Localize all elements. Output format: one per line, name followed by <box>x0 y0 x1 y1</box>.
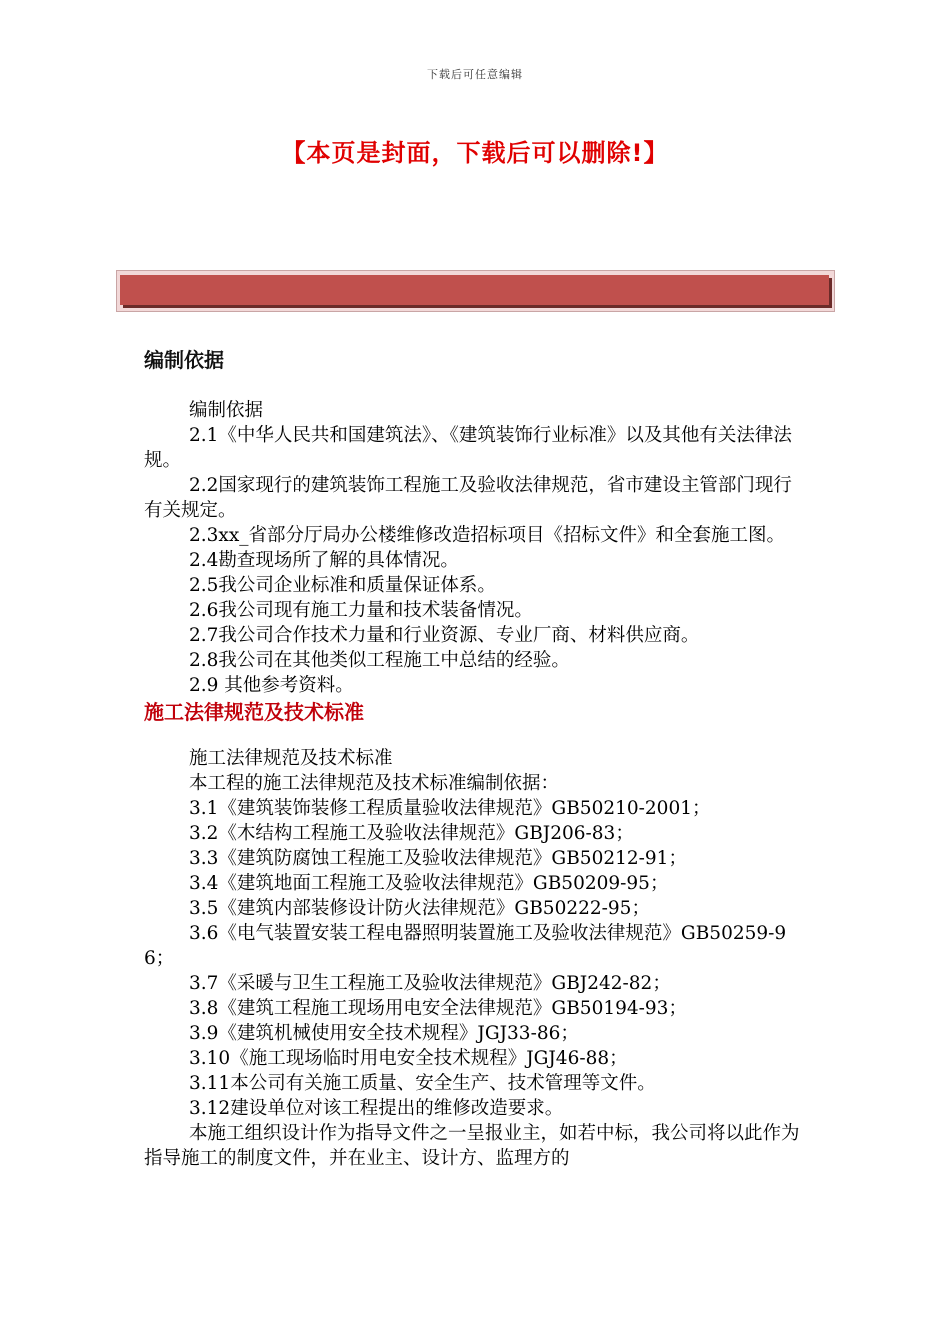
paragraph: 2.7我公司合作技术力量和行业资源、专业厂商、材料供应商。 <box>189 625 700 646</box>
section-standards <box>144 746 809 1171</box>
paragraph: 3.11本公司有关施工质量、安全生产、技术管理等文件。 <box>189 1073 656 1094</box>
header-note: 下载后可任意编辑 <box>427 68 523 81</box>
paragraph: 施工法律规范及技术标准 <box>189 748 393 769</box>
paragraph: 2.8我公司在其他类似工程施工中总结的经验。 <box>189 650 570 671</box>
section-title-standards: 施工法律规范及技术标准 <box>144 700 364 724</box>
decorative-banner <box>120 275 829 305</box>
paragraph: 2.5我公司企业标准和质量保证体系。 <box>189 575 496 596</box>
paragraph: 3.9《建筑机械使用安全技术规程》JGJ33-86； <box>189 1023 579 1044</box>
paragraph: 2.4勘查现场所了解的具体情况。 <box>189 550 459 571</box>
paragraph: 2.9 其他参考资料。 <box>189 675 354 696</box>
paragraph: 3.2《木结构工程施工及验收法律规范》GBJ206-83； <box>189 823 634 844</box>
paragraph: 本施工组织设计作为指导文件之一呈报业主，如若中标，我公司将以此作为指导施工的制度文件，并在业主、设计方、监理方的 <box>144 1123 800 1169</box>
paragraph: 3.5《建筑内部装修设计防火法律规范》GB50222-95； <box>189 898 650 919</box>
cover-notice: 【本页是封面，下载后可以删除!】 <box>281 139 669 167</box>
paragraph: 3.10《施工现场临时用电安全技术规程》JGJ46-88； <box>189 1048 628 1069</box>
paragraph: 3.8《建筑工程施工现场用电安全法律规范》GB50194-93； <box>189 998 687 1019</box>
section-basis <box>144 398 809 698</box>
paragraph: 3.12建设单位对该工程提出的维修改造要求。 <box>189 1098 564 1119</box>
paragraph: 3.4《建筑地面工程施工及验收法律规范》GB50209-95； <box>189 873 669 894</box>
document-body <box>144 346 809 1171</box>
section-title-basis: 编制依据 <box>144 348 224 372</box>
paragraph: 3.3《建筑防腐蚀工程施工及验收法律规范》GB50212-91； <box>189 848 687 869</box>
paragraph: 编制依据 <box>189 400 264 421</box>
paragraph: 2.2国家现行的建筑装饰工程施工及验收法律规范，省市建设主管部门现行有关规定。 <box>144 475 792 521</box>
paragraph: 2.1《中华人民共和国建筑法》、《建筑装饰行业标准》以及其他有关法律法规。 <box>144 425 792 471</box>
paragraph: 3.6《电气装置安装工程电器照明装置施工及验收法律规范》GB50259-96； <box>144 923 787 969</box>
paragraph: 2.3xx_省部分厅局办公楼维修改造招标项目《招标文件》和全套施工图。 <box>189 525 786 546</box>
paragraph: 2.6我公司现有施工力量和技术装备情况。 <box>189 600 533 621</box>
paragraph: 本工程的施工法律规范及技术标准编制依据： <box>189 773 560 794</box>
paragraph: 3.1《建筑装饰装修工程质量验收法律规范》GB50210-2001； <box>189 798 711 819</box>
paragraph: 3.7《采暖与卫生工程施工及验收法律规范》GBJ242-82； <box>189 973 671 994</box>
